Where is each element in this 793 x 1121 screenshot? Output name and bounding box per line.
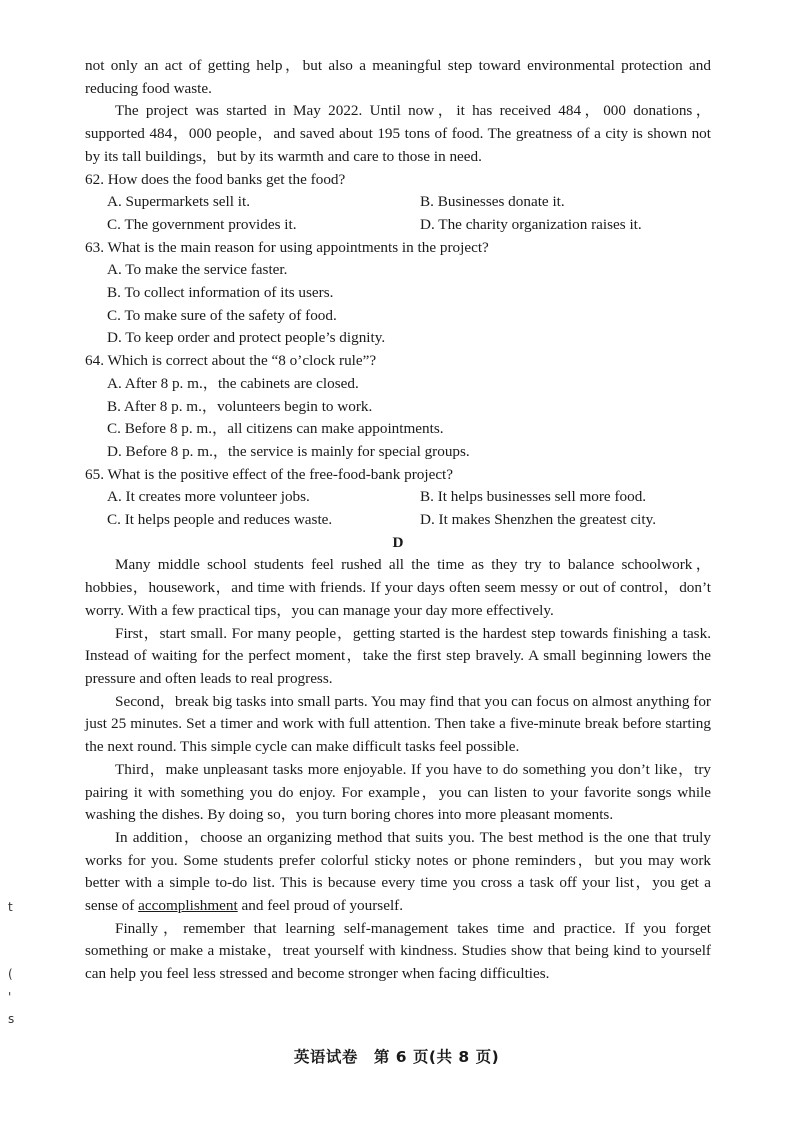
question-63-option-c: C. To make sure of the safety of food. [107, 306, 337, 324]
question-65-option-c: C. It helps people and reduces waste. [107, 511, 333, 529]
question-65-option-d: D. It makes Shenzhen the greatest city. [420, 511, 657, 529]
question-64-option-b: B. After 8 p. m.，volunteers begin to work. [107, 397, 373, 415]
paragraph-5-text-after: and feel proud of yourself. [237, 897, 404, 915]
passage-d-paragraph-6: Finally，remember that learning self-management takes time and practice. If you forget something or make a mistake，treat yourself with kindness. Studies show that being kind to yourself can help you feel less stressed and become stronger when facing difficulties. [85, 919, 711, 983]
page-footer: 英语试卷 第 6 页(共 8 页) [293, 1048, 500, 1066]
question-65-options-row-2 [85, 509, 711, 532]
question-64-option-a: A. After 8 p. m.，the cabinets are closed. [107, 374, 359, 392]
question-65-stem: 65. What is the positive effect of the free-food-bank project? [85, 465, 454, 483]
margin-mark: s [8, 1012, 15, 1026]
question-63-option-a: A. To make the service faster. [107, 261, 288, 279]
passage-d-paragraph-4: Third，make unpleasant tasks more enjoyable. If you have to do something you don’t like，try pairing it with something you do enjoy. For example，you can listen to your favorite songs while washing the dishes. By doing so，you turn boring chores into more pleasant moments. [85, 760, 711, 824]
question-65-options-row-1 [85, 486, 711, 509]
margin-mark: ( [8, 967, 13, 981]
underlined-word-accomplishment: accomplishment [138, 897, 238, 915]
question-65-option-b: B. It helps businesses sell more food. [420, 488, 647, 506]
passage-d-paragraph-5 [85, 827, 711, 918]
question-62-stem: 62. How does the food banks get the food? [85, 170, 346, 188]
question-63-option-d: D. To keep order and protect people’s dignity. [107, 329, 386, 347]
paragraph-5-text-before: In addition，choose an organizing method that suits you. The best method is the one that truly works for you. Some students prefer colorful sticky notes or phone reminders，but you may work better with a simple to-do list. This is because every time you cross a task off your list，you get a sense of [85, 828, 711, 915]
question-65-option-a: A. It creates more volunteer jobs. [107, 488, 310, 506]
question-64-option-d: D. Before 8 p. m.，the service is mainly for special groups. [107, 442, 470, 460]
question-62-options-row-1 [85, 191, 711, 214]
question-62-option-d: D. The charity organization raises it. [420, 215, 642, 233]
question-62-option-b: B. Businesses donate it. [420, 193, 565, 211]
question-62-options-row-2 [85, 214, 711, 237]
passage-d-title: D [392, 533, 404, 551]
question-63-stem: 63. What is the main reason for using appointments in the project? [85, 238, 489, 256]
margin-mark: ' [8, 990, 12, 1004]
passage-d-paragraph-2: First，start small. For many people，getting started is the hardest step towards finishing a task. Instead of waiting for the perfect moment，take the first step bravely. A small beginning lowers the pressure and often leads to real progress. [85, 624, 711, 687]
passage-c-paragraph-stats: The project was started in May 2022. Until now，it has received 484，000 donations，supported 484，000 people，and saved about 195 tons of food. The greatness of a city is shown not by its tall buildings，but by its warmth and care to those in need. [85, 102, 711, 165]
question-63-option-b: B. To collect information of its users. [107, 284, 334, 302]
question-64-stem: 64. Which is correct about the “8 o’clock rule”? [85, 352, 377, 370]
passage-d-paragraph-1: Many middle school students feel rushed all the time as they try to balance schoolwork，hobbies，housework，and time with friends. If your days often seem messy or out of control，don’t worry. With a few practical tips，you can manage your day more effectively. [85, 556, 711, 619]
margin-mark: t [8, 900, 13, 914]
page-content [85, 55, 711, 986]
passage-d-paragraph-3: Second，break big tasks into small parts. You may find that you can focus on almost anything for just 25 minutes. Set a timer and work with full attention. Then take a five-minute break before starting the next round. This simple cycle can make difficult tasks feel possible. [85, 692, 711, 756]
question-62-option-c: C. The government provides it. [107, 215, 297, 233]
question-64-option-c: C. Before 8 p. m.，all citizens can make appointments. [107, 420, 444, 438]
question-62-option-a: A. Supermarkets sell it. [107, 193, 250, 211]
passage-c-paragraph-end: not only an act of getting help，but also a meaningful step toward environmental protection and reducing food waste. [85, 57, 711, 97]
